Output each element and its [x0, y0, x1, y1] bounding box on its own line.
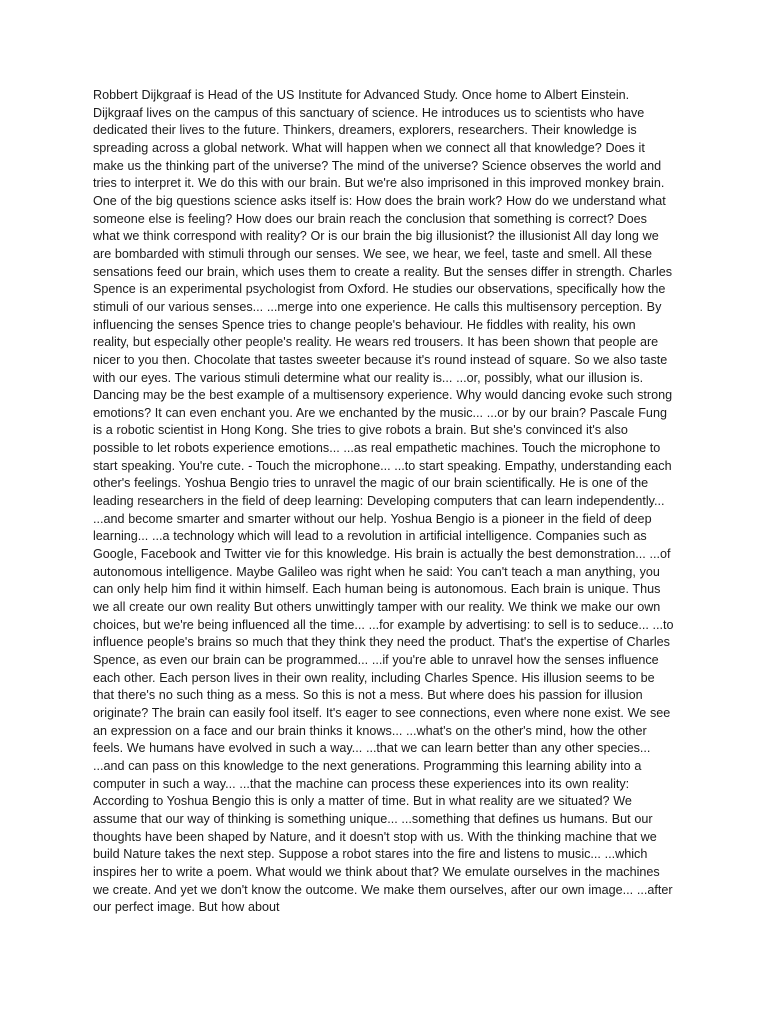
body-paragraph: Robbert Dijkgraaf is Head of the US Institute for Advanced Study. Once home to Albert Einstein. Dijkgraaf lives on the campus of this sanctuary of science. He introduces us to scientists who have dedicated their lives to the future. Thinkers, dreamers, explorers, researchers. Their knowledge is spreading across a global network. What will happen when we connect all that knowledge? Does it make us the thinking part of the universe? The mind of the universe? Science observes the world and tries to interpret it. We do this with our brain. But we're also imprisoned in this improved monkey brain. One of the big questions science asks itself is: How does the brain work? How do we understand what someone else is feeling? How does our brain reach the conclusion that something is correct? Does what we think correspond with reality? Or is our brain the big illusionist? the illusionist All day long we are bombarded with stimuli through our senses. We see, we hear, we feel, taste and smell. All these sensations feed our brain, which uses them to create a reality. But the senses differ in strength. Charles Spence is an experimental psychologist from Oxford. He studies our observations, specifically how the stimuli of our various senses... ...merge into one experience. He calls this multisensory perception. By influencing the senses Spence tries to change people's behaviour. He fiddles with reality, his own reality, but especially other people's reality. He wears red trousers. It has been shown that people are nicer to you then. Chocolate that tastes sweeter because it's round instead of square. So we also taste with our eyes. The various stimuli determine what our reality is... ...or, possibly, what our illusion is. Dancing may be the best example of a multisensory experience. Why would dancing evoke such strong emotions? It can even enchant you. Are we enchanted by the music... ...or by our brain? Pascale Fung is a robotic scientist in Hong Kong. She tries to give robots a brain. But she's convinced it's also possible to let robots experience emotions... ...as real empathetic machines. Touch the microphone to start speaking. You're cute. - Touch the microphone... ...to start speaking. Empathy, understanding each other's feelings. Yoshua Bengio tries to unravel the magic of our brain scientifically. He is one of the leading researchers in the field of deep learning: Developing computers that can learn independently... ...and become smarter and smarter without our help. Yoshua Bengio is a pioneer in the field of deep learning... ...a technology which will lead to a revolution in artificial intelligence. Companies such as Google, Facebook and Twitter vie for this knowledge. His brain is actually the best demonstration... ...of autonomous intelligence. Maybe Galileo was right when he said: You can't teach a man anything, you can only help him find it within himself. Each human being is autonomous. Each brain is unique. Thus we all create our own reality But others unwittingly tamper with our reality. We think we make our own choices, but we're being influenced all the time... ...for example by advertising: to sell is to seduce... ...to influence people's brains so much that they think they need the product. That's the expertise of Charles Spence, as even our brain can be programmed... ...if you're able to unravel how the senses influence each other. Each person lives in their own reality, including Charles Spence. His illusion seems to be that there's no such thing as a mess. So this is not a mess. But where does his passion for illusion originate? The brain can easily fool itself. It's eager to see connections, even where none exist. We see an expression on a face and our brain thinks it knows... ...what's on the other's mind, how the other feels. We humans have evolved in such a way... ...that we can learn better than any other species... ...and can pass on this knowledge to the next generations. Programming this learning ability into a computer in such a way... ...that the machine can process these experiences into its own reality: According to Yoshua Bengio this is only a matter of time. But in what reality are we situated? We assume that our way of thinking is something unique... ...something that defines us humans. But our thoughts have been shaped by Nature, and it doesn't stop with us. With the thinking machine that we build Nature takes the next step. Suppose a robot stares into the fire and listens to music... ...which inspires her to write a poem. What would we think about that? We emulate ourselves in the machines we create. And yet we don't know the outcome. We make them ourselves, after our own image... ...after our perfect image. But how about — [93, 88, 674, 915]
